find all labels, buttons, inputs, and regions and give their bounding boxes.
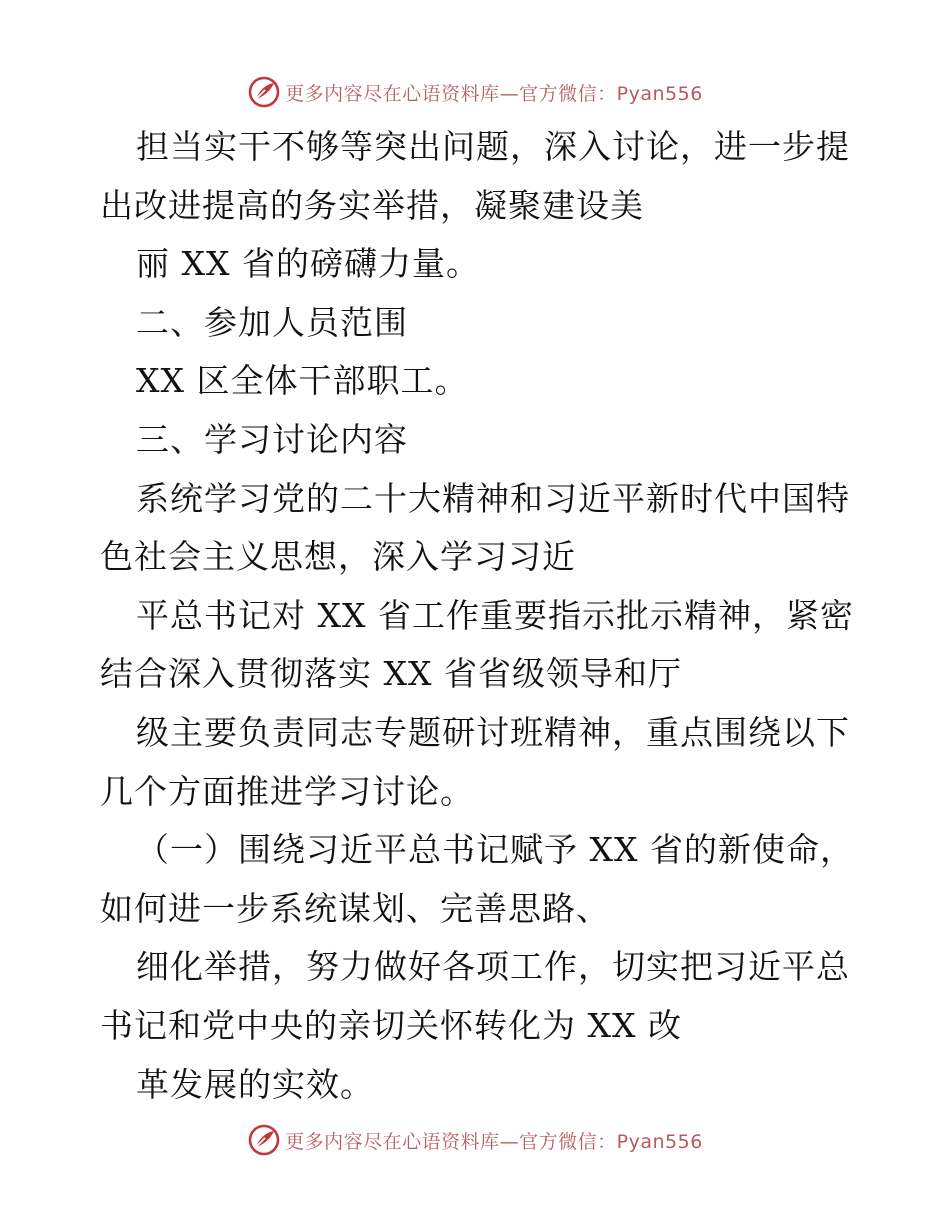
text-line: 色社会主义思想，深入学习习近 — [100, 537, 576, 577]
text-line: 二、参加人员范围 — [136, 302, 408, 342]
leaf-pen-logo-icon — [247, 75, 281, 109]
text-line: 结合深入贯彻落实 XX 省省级领导和厅 — [100, 654, 682, 694]
footer-banner — [0, 1120, 950, 1160]
text-line: （一）围绕习近平总书记赋予 XX 省的新使命， — [136, 830, 854, 870]
text-line: 三、学习讨论内容 — [136, 419, 408, 459]
text-line: 几个方面推进学习讨论。 — [100, 771, 474, 811]
header-banner — [0, 72, 950, 112]
leaf-pen-logo-icon — [247, 1123, 281, 1157]
text-line: 丽 XX 省的磅礴力量。 — [136, 244, 480, 284]
text-line: 出改进提高的务实举措，凝聚建设美 — [100, 185, 644, 225]
text-line: 书记和党中央的亲切关怀转化为 XX 改 — [100, 1005, 682, 1045]
text-line: XX 区全体干部职工。 — [136, 361, 469, 401]
text-line: 级主要负责同志专题研讨班精神，重点围绕以下 — [136, 712, 850, 752]
document-body — [100, 118, 860, 1114]
text-line: 如何进一步系统谋划、完善思路、 — [100, 888, 610, 928]
text-line: 担当实干不够等突出问题，深入讨论，进一步提 — [136, 127, 850, 166]
banner-text: 更多内容尽在心语资料库—官方微信：Pyan556 — [285, 82, 703, 105]
text-line: 平总书记对 XX 省工作重要指示批示精神，紧密 — [136, 595, 854, 635]
banner-text: 更多内容尽在心语资料库—官方微信：Pyan556 — [285, 1130, 703, 1153]
text-line: 细化举措，努力做好各项工作，切实把习近平总 — [136, 947, 850, 987]
text-line: 系统学习党的二十大精神和习近平新时代中国特 — [136, 478, 850, 518]
text-line: 革发展的实效。 — [136, 1064, 374, 1104]
